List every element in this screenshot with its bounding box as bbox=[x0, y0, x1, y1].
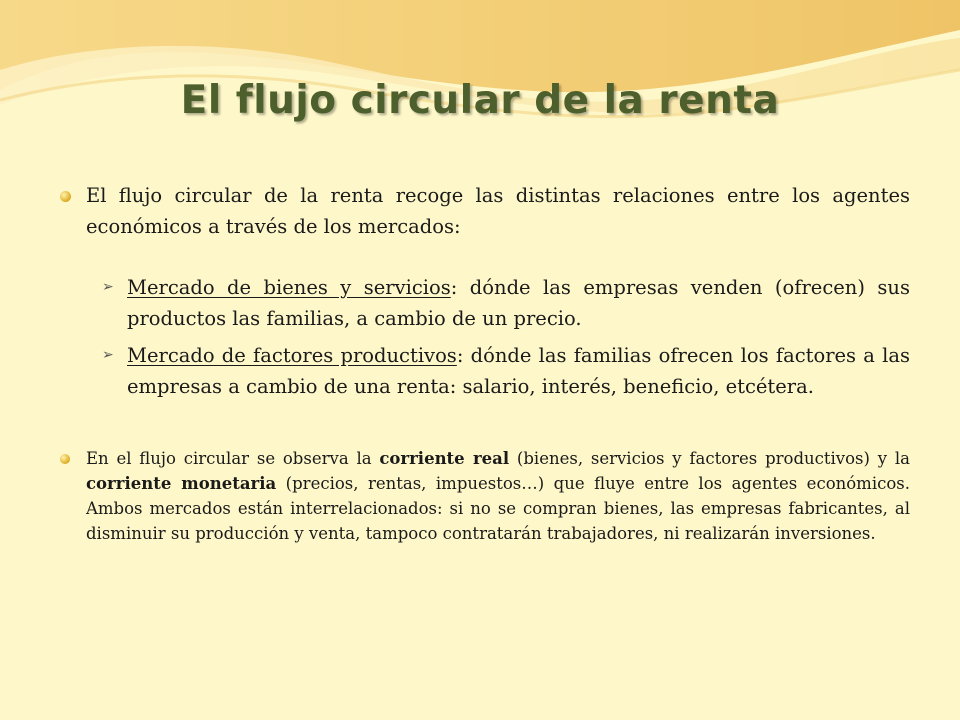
intro-text: El flujo circular de la renta recoge las distintas relaciones entre los agentes económicos a través de los mercados: bbox=[86, 184, 910, 238]
arrow-bullet-icon: ➢ bbox=[102, 279, 114, 295]
arrow-bullet-icon: ➢ bbox=[102, 347, 114, 363]
sub-bullet-goods-market bbox=[102, 272, 910, 334]
real-flow-term: corriente real bbox=[379, 449, 510, 468]
conclusion-part3: (precios, rentas, impuestos…) que fluye entre los agentes económicos. Ambos mercados están interrelacionados: si no se compran bienes, las empresas fabricantes, al disminuir su producción y venta, tampoco contratarán trabajadores, ni realizarán inversiones. bbox=[86, 474, 910, 543]
gold-dot-icon bbox=[60, 454, 70, 464]
sub-bullet-factor-market bbox=[102, 340, 910, 402]
gold-dot-icon bbox=[60, 191, 71, 202]
slide-body bbox=[60, 180, 910, 546]
slide-title: El flujo circular de la renta bbox=[180, 78, 780, 123]
bullet-conclusion bbox=[60, 446, 910, 546]
monetary-flow-term: corriente monetaria bbox=[86, 474, 277, 493]
factor-market-name: Mercado de factores productivos bbox=[127, 344, 457, 367]
bullet-intro bbox=[60, 180, 910, 242]
goods-market-name: Mercado de bienes y servicios bbox=[127, 276, 451, 299]
factor-market-text: : dónde las familias ofrecen los factores a las empresas a cambio de una renta: salario, interés, beneficio, etcétera. bbox=[127, 344, 910, 398]
conclusion-part1: En el flujo circular se observa la bbox=[86, 449, 380, 468]
goods-market-text: : dónde las empresas venden (ofrecen) sus productos las familias, a cambio de un precio. bbox=[127, 276, 910, 330]
conclusion-part2: (bienes, servicios y factores productivos) y la bbox=[509, 449, 910, 468]
